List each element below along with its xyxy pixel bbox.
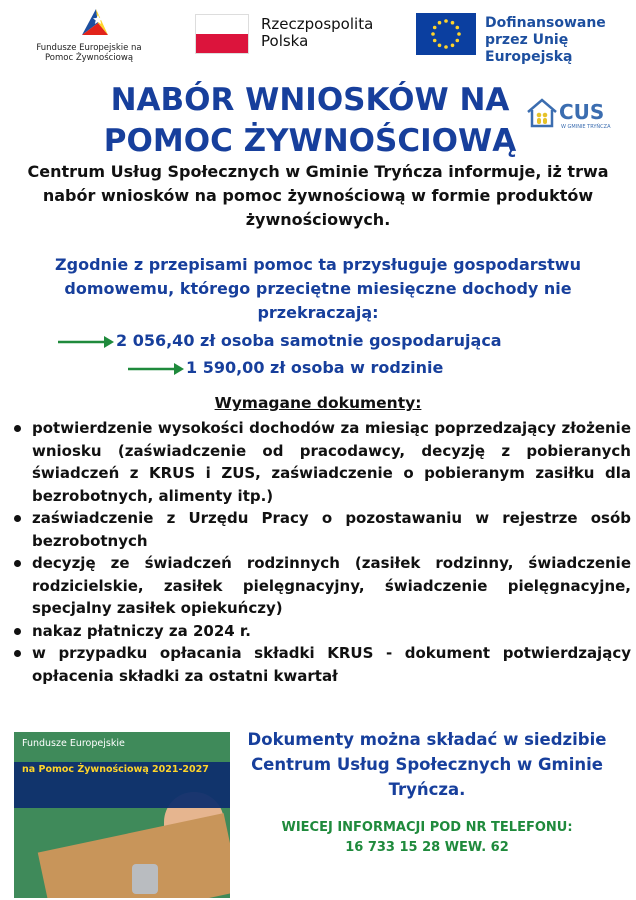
photo-caption-line2: na Pomoc Żywnościową 2021-2027	[22, 764, 209, 775]
page-title: NABÓR WNIOSKÓW NA POMOC ŻYWNOŚCIOWĄ	[103, 82, 517, 159]
list-item: decyzję ze świadczeń rodzinnych (zasiłek rodzinny, świadczenie rodzicielskie, zasiłek pielęgnacyjny, świadczenie pielęgnacyjne, specjalny zasiłek opiekuńczy)	[10, 552, 631, 620]
cus-logo-name: CUS	[559, 100, 605, 124]
cus-logo-subtitle: W GMINIE TRYŃCZA	[561, 124, 611, 130]
eu-logo	[416, 13, 631, 65]
arrow-right-icon	[128, 363, 184, 375]
intro-text: Centrum Usług Społecznych w Gminie Tryńcza informuje, iż trwa nabór wniosków na pomoc żywnościową w formie produktów żywnościowych.	[27, 162, 609, 229]
pl-logo-text: Rzeczpospolita Polska	[261, 15, 374, 50]
fundusze-europejskie-logo	[30, 5, 150, 65]
rzeczpospolita-logo	[195, 14, 395, 54]
documents-list	[10, 417, 631, 687]
income-limit-family	[128, 357, 443, 379]
income-limit-single	[58, 330, 502, 352]
income-limit-family-text: 1 590,00 zł osoba w rodzinie	[186, 358, 444, 377]
photo-caption-line1: Fundusze Europejskie	[22, 738, 125, 749]
fe-stars-icon	[78, 5, 112, 39]
house-icon	[525, 96, 559, 130]
arrow-right-icon	[58, 336, 114, 348]
list-item: nakaz płatniczy za 2024 r.	[10, 620, 631, 643]
eu-logo-text: Dofinansowane przez Unię Europejską	[485, 15, 606, 65]
cus-logo	[525, 96, 615, 136]
phone-number: 16 733 15 28 WEW. 62	[345, 840, 509, 855]
documents-heading: Wymagane dokumenty:	[214, 394, 422, 412]
eu-flag-icon	[416, 13, 476, 55]
income-limit-single-text: 2 056,40 zł osoba samotnie gospodarująca	[116, 331, 502, 350]
contact-info	[232, 818, 622, 858]
submission-place-text: Dokumenty można składać w siedzibie Centrum Usług Społecznych w Gminie Tryńcza.	[247, 730, 607, 799]
polish-flag-icon	[195, 14, 249, 54]
list-item: potwierdzenie wysokości dochodów za miesiąc poprzedzający złożenie wniosku (zaświadczenie od pracodawcy, decyzję z pobieranych świadczeń z KRUS i ZUS, zaświadczenie o pobieranym zasiłku dla bezrobotnych, alimenty itp.)	[10, 417, 631, 507]
photo-can-shape	[132, 864, 158, 894]
income-criteria-text: Zgodnie z przepisami pomoc ta przysługuje gospodarstwu domowemu, którego przeciętne miesięczne dochody nie przekraczają:	[55, 255, 581, 322]
program-photo	[14, 732, 230, 898]
fe-logo-text: Fundusze Europejskie na Pomoc Żywnościową	[36, 43, 142, 63]
list-item: w przypadku opłacania składki KRUS - dokument potwierdzający opłacenia składki za ostatni kwartał	[10, 642, 631, 687]
list-item: zaświadczenie z Urzędu Pracy o pozostawaniu w rejestrze osób bezrobotnych	[10, 507, 631, 552]
contact-label: WIECEJ INFORMACJI POD NR TELEFONU:	[281, 820, 573, 835]
